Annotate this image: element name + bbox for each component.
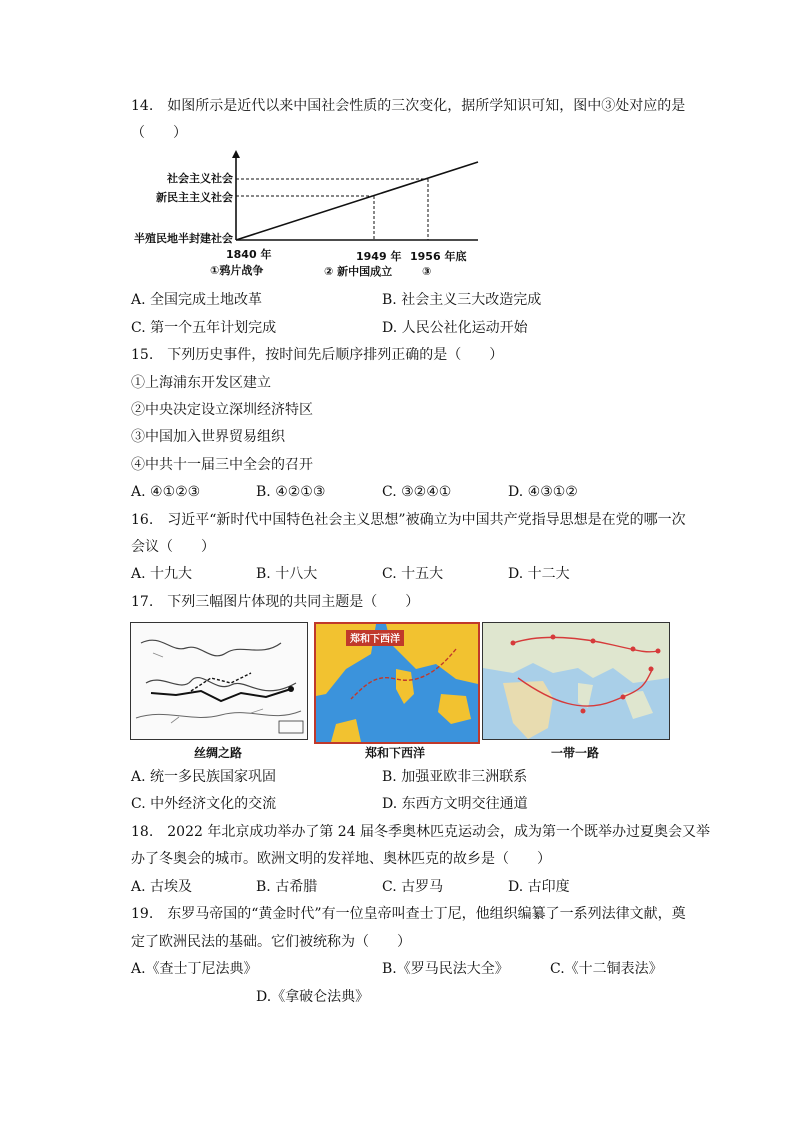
q18-stem-line2: 办了冬奥会的城市。欧洲文明的发祥地、奥林匹克的故乡是（ ） [131,851,551,867]
q16-option-c[interactable]: C. 十五大 [382,566,444,582]
silk-road-map-drawing [131,623,307,739]
q19-option-b[interactable]: B.《罗马民法大全》 [382,961,509,977]
y-label-new-democratic: 新民主主义社会 [156,191,233,204]
q14-option-d[interactable]: D. 人民公社化运动开始 [382,320,528,336]
q15-option-d[interactable]: D. ④③①② [508,484,578,500]
q15-item-2: ②中央决定设立深圳经济特区 [131,402,313,418]
q15-option-b[interactable]: B. ④②①③ [256,484,326,500]
q18-stem-line1: 18. 2022 年北京成功举办了第 24 届冬季奥林匹克运动会，成为第一个既举办过夏奥会又举 [131,824,711,840]
q16-stem-line2: 会议（ ） [131,539,215,555]
q15-item-3: ③中国加入世界贸易组织 [131,429,285,445]
q19-stem-line1: 19. 东罗马帝国的“黄金时代”有一位皇帝叫查士丁尼，他组织编纂了一系列法律文献，奠 [131,906,686,922]
y-label-socialist: 社会主义社会 [167,172,233,185]
belt-and-road-map-drawing [483,623,669,739]
q14-option-a[interactable]: A. 全国完成土地改革 [131,292,263,308]
q19-option-c[interactable]: C.《十二铜表法》 [550,961,663,977]
q15-option-c[interactable]: C. ③②④① [382,484,452,500]
q15-item-1: ①上海浦东开发区建立 [131,375,271,391]
q14-stem: 14. 如图所示是近代以来中国社会性质的三次变化，据所学知识可知，图中③处对应的是 [131,98,686,114]
x-year-1840: 1840 年 [226,248,272,261]
zheng-he-map-drawing [316,624,478,742]
x-event-opium-war: ①鸦片战争 [210,264,264,277]
q17-stem: 17. 下列三幅图片体现的共同主题是（ ） [131,594,420,610]
q18-option-c[interactable]: C. 古罗马 [382,879,444,895]
q19-stem-line2: 定了欧洲民法的基础。它们被统称为（ ） [131,934,411,950]
q14-option-c[interactable]: C. 第一个五年计划完成 [131,320,277,336]
q15-stem: 15. 下列历史事件，按时间先后顺序排列正确的是（ ） [131,347,504,363]
q17-option-b[interactable]: B. 加强亚欧非三洲联系 [382,769,528,785]
silk-road-map [130,622,308,740]
x-year-1956: 1956 年底 [410,250,467,263]
q18-option-d[interactable]: D. 古印度 [508,879,570,895]
q17-option-a[interactable]: A. 统一多民族国家巩固 [131,769,277,785]
q15-item-4: ④中共十一届三中全会的召开 [131,457,313,473]
zheng-he-map [314,622,480,744]
q14-answer-paren: （ ） [131,125,187,141]
q14-option-b[interactable]: B. 社会主义三大改造完成 [382,292,542,308]
caption-silk-road: 丝绸之路 [193,746,242,760]
q18-option-a[interactable]: A. 古埃及 [131,879,193,895]
q16-option-a[interactable]: A. 十九大 [131,566,193,582]
q19-option-d[interactable]: D.《拿破仑法典》 [256,989,370,1005]
q15-option-a[interactable]: A. ④①②③ [131,484,201,500]
caption-belt-and-road: 一带一路 [550,746,599,760]
y-axis-arrow [232,150,240,158]
q19-option-a[interactable]: A.《查士丁尼法典》 [131,961,258,977]
caption-zheng-he: 郑和下西洋 [364,746,425,760]
q16-option-b[interactable]: B. 十八大 [256,566,318,582]
x-year-1949: 1949 年 [356,250,402,263]
q18-option-b[interactable]: B. 古希腊 [256,879,318,895]
q16-stem-line1: 16. 习近平“新时代中国特色社会主义思想”被确立为中国共产党指导思想是在党的哪一次 [131,512,686,528]
trend-line [236,162,478,240]
x-event-3: ③ [422,265,432,278]
q16-option-d[interactable]: D. 十二大 [508,566,570,582]
y-label-semi-colonial: 半殖民地半封建社会 [134,232,233,245]
q17-option-d[interactable]: D. 东西方文明交往通道 [382,796,528,812]
q14-society-chart [128,148,488,283]
x-event-new-china: ② 新中国成立 [324,265,393,278]
q17-option-c[interactable]: C. 中外经济文化的交流 [131,796,277,812]
zheng-he-map-title: 郑和下西洋 [350,634,400,645]
belt-and-road-map [482,622,670,740]
